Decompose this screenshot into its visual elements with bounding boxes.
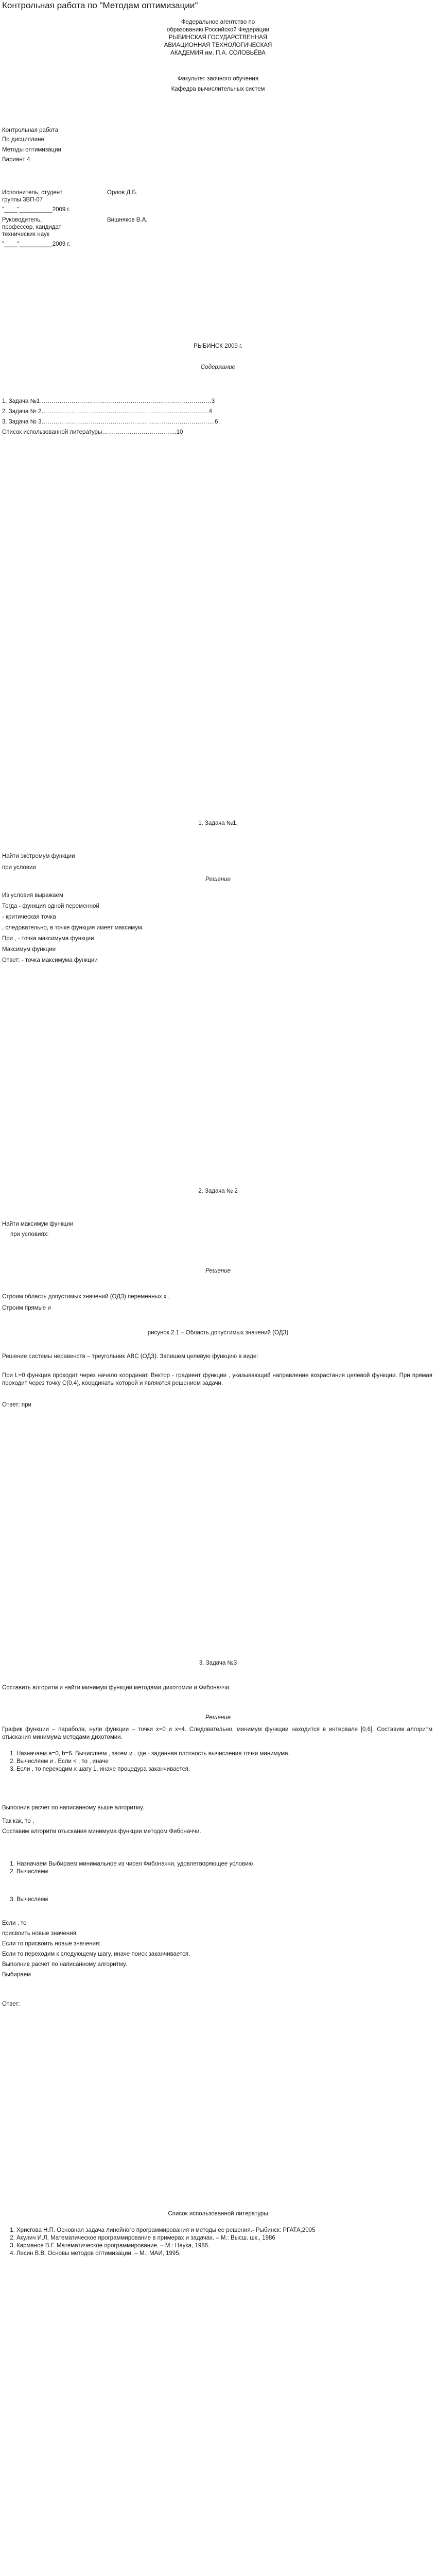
task3-answer: Ответ: [2, 2001, 20, 2007]
cover-header-line: РЫБИНСКАЯ ГОСУДАРСТВЕННАЯ [168, 35, 268, 41]
performer-name: Орлов Д.Б. [107, 190, 138, 196]
task1-line: Из условия выражаем [2, 892, 63, 899]
discipline: Методы оптимизации [2, 147, 61, 153]
task2-answer: Ответ: при [2, 1402, 31, 1408]
fib-step-3 [2, 1896, 432, 1904]
faculty: Факультет заочного обучения [177, 76, 259, 82]
task3-step2-loop: Если то переходим к следующему шагу, иначе поиск заканчивается. [2, 1951, 190, 1957]
task1-line: , следовательно, в точке функция имеет максимум. [2, 925, 144, 931]
task1-conditions: при условии [2, 865, 36, 871]
reference-item: 4. Лесин В.В. Основы методов оптимизации. – М.: МАИ, 1995. [16, 2250, 432, 2258]
task2-solution-label: Решение [205, 1268, 231, 1274]
performer-group: группы 3ВП-07 [2, 197, 43, 203]
dichotomy-step: 2. Вычисляем и . Если < , то , иначе [16, 1758, 432, 1766]
task3-run-note-2: Выполнив расчет по написанному алгоритму. [2, 1961, 127, 1968]
reference-item: 2. Акулич И.Л. Математическое программирование в примерах и задачах. – М.: Высш. шк., 1986 [16, 2234, 432, 2242]
cover-header-line: АВИАЦИОННАЯ ТЕХНОЛОГИЧЕСКАЯ [164, 42, 272, 48]
references-heading: Список использованной литературы [168, 2211, 268, 2217]
supervisor-date: "____"__________2009 г. [2, 241, 71, 247]
fib-step: 1. Назначаем Выбираем минимальное из чисел Фибоначчи, удовлетворяющее условию [16, 1860, 432, 1868]
task3-statement: Составить алгоритм и найти минимум функции методами дихотомии и Фибоначчи. [2, 1685, 231, 1691]
task1-line: - критическая точка [2, 914, 56, 920]
task1-solution-label: Решение [205, 876, 231, 883]
fib-steps [2, 1860, 432, 1876]
toc-item[interactable]: 2. Задача № 2………………………………………………………………………….4 [2, 409, 213, 415]
cover-header-line: образованию Российской Федерации [166, 27, 270, 33]
task3-heading: 3. Задача №3 [199, 1660, 237, 1666]
dichotomy-step: 1. Назначаем a=0, b=6. Вычисляем , затем и , где - заданная плотность вычисления точки минимума. [16, 1750, 432, 1758]
task2-paragraph: Решение системы неравенств – треугольник ABC (ОДЗ). Запишем целевую функцию в виде: [2, 1353, 258, 1360]
supervisor-label: Руководитель, [2, 217, 42, 223]
task1-line: При , - точка максимума функции [2, 936, 94, 942]
supervisor-title: технических наук [2, 231, 49, 238]
task3-else-assign: Если то присвоить новые значения: [2, 1941, 101, 1947]
task1-line: Максимум функции [2, 946, 56, 953]
dichotomy-steps [2, 1750, 432, 1773]
task3-assign-new: присвоить новые значения: [2, 1930, 78, 1937]
task3-fib-intro: Составим алгоритм отыскания минимума функции методом Фибоначчи. [2, 1828, 201, 1835]
supervisor-name: Вишняков В.А. [107, 217, 148, 223]
toc-item[interactable]: 1. Задача №1……………………………………………………………………………3 [2, 398, 215, 404]
toc-heading: Содержание [200, 364, 236, 370]
task1-line: Ответ: - точка максимума функции [2, 957, 98, 963]
task3-paragraph: График функции – парабола, нули функции – точки x=0 и x=4. Следовательно, минимум функции находится в интервале [0,6]. Составим алгоритм отыскания минимума методами дихотомии. [2, 1726, 432, 1740]
fib-step: 3. Вычисляем [16, 1896, 432, 1904]
cover-header-line: Федеральное агентство по [181, 19, 255, 25]
task2-region-line: Строим область допустимых значений (ОДЗ) переменных x , [2, 1294, 170, 1300]
figure-caption: рисунок 2.1 – Область допустимых значений (ОДЗ) [147, 1330, 289, 1336]
task3-choose: Выбираем [2, 1972, 31, 1978]
task1-heading: 1. Задача №1. [198, 820, 238, 826]
city-year: РЫБИНСК 2009 г. [194, 343, 242, 349]
reference-item: 1. Хрисгова Н.П. Основная задача линейного программирования и методы ее решения.- Рыбинск: РГАТА,2005 [16, 2227, 432, 2234]
task2-paragraph: При L=0 функция проходит через начало координат. Вектор - градиент функции , указывающий направление возрастания целевой функции. При прямая проходит через точку C(0,4), координаты которой и являются решением задачи. [2, 1372, 432, 1386]
performer-label: Исполнитель, студент [2, 190, 63, 196]
toc-item[interactable]: Список использованной литературы………………………………..10 [2, 429, 183, 435]
work-type: Контрольная работа [2, 127, 59, 133]
fib-step: 2. Вычисляем [16, 1868, 432, 1876]
supervisor-title: профессор, кандидат [2, 224, 61, 230]
task1-find: Найти экстремум функции [2, 853, 75, 859]
references-list [2, 2227, 432, 2258]
toc-item[interactable]: 3. Задача № 3…………………………………………………………………………….6 [2, 419, 218, 425]
department: Кафедра вычислительных систем [171, 86, 265, 92]
task1-line: Тогда - функция одной переменной [2, 903, 99, 909]
reference-item: 3. Карманов В.Г. Математическое программирование. – М.: Наука, 1986. [16, 2242, 432, 2250]
cover-header-line: АКАДЕМИЯ им. П.А. СОЛОВЬЁВА [170, 50, 266, 56]
task3-solution-label: Решение [205, 1715, 231, 1721]
dichotomy-step: 3. Если , то переходим к шагу 1, иначе процедура заканчивается. [16, 1766, 432, 1773]
task3-if-then: Если , то [2, 1920, 27, 1926]
task3-so: Так как, то , [2, 1818, 34, 1824]
task2-conditions: при условиях: [10, 1231, 49, 1238]
variant: Вариант 4 [2, 157, 30, 163]
task3-run-note: Выполнив расчет по написанному выше алгоритму. [2, 1805, 144, 1811]
task2-heading: 2. Задача № 2 [198, 1188, 238, 1194]
task2-lines-line: Строим прямые и [2, 1305, 51, 1311]
performer-date: "____"__________2009 г. [2, 207, 71, 213]
discipline-label: По дисциплине: [2, 137, 46, 143]
page-title: Контрольная работа по "Методам оптимизации" [2, 1, 198, 10]
task2-find: Найти максимум функции [2, 1221, 74, 1227]
